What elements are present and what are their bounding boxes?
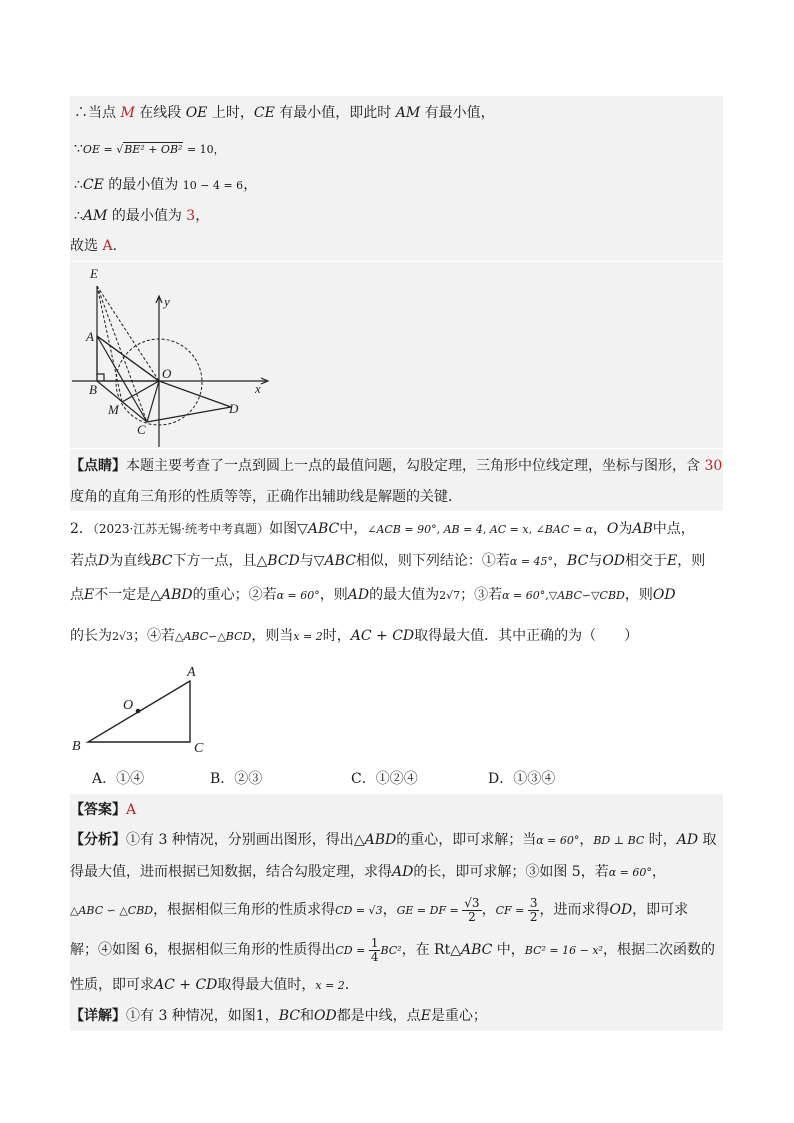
- choice-d[interactable]: D．①③④: [488, 771, 556, 787]
- question-line-4: 的长为2√3；④若△ABC∽△BCD，则当x = 2时，AC + CD取得最大值．其中正确的为（ ）: [70, 628, 639, 644]
- label-y: y: [164, 294, 170, 309]
- comment-line-2: 度角的直角三角形的性质等等，正确作出辅助线是解题的关键．: [70, 489, 462, 505]
- solution-line-4: ∴AM 的最小值为 3，: [74, 208, 210, 224]
- analysis-line-3: △ABC ∽ △CBD，根据相似三角形的性质求得CD = √3，GE = DF = $\frac{√3}{2}$ ，CF = $\frac{3}{2}$ ，进而求得OD，即可求: [70, 895, 689, 924]
- dashed-eo: [97, 286, 159, 381]
- label-c: C: [137, 422, 146, 437]
- question-line-3: 点E不一定是△ABD的重心；②若α = 60°，则AD的最大值为2√7；③若α = 60°,▽ABC∽▽CBD，则OD: [70, 587, 676, 603]
- comment-line-1: 【点睛】本题主要考查了一点到圆上一点的最值问题，勾股定理，三角形中位线定理，坐标与图形，含 30: [70, 458, 723, 474]
- choice-c[interactable]: C．①②④: [351, 771, 418, 787]
- choices: [70, 768, 723, 788]
- analysis-line-1: 【分析】①有 3 种情况，分别画出图形，得出△ABD的重心，即可求解；当α = 60°，BD ⊥ BC 时，AD 取: [70, 832, 717, 848]
- solution-line-5: 故选 A．: [70, 238, 127, 254]
- segment-od: [159, 381, 231, 407]
- fraction-3-over-2: $\frac{3}{2}$: [529, 895, 538, 924]
- analysis-line-5: 性质，即可求AC + CD取得最大值时，x = 2．: [70, 977, 359, 993]
- solution-line-1: ∴当点 M 在线段 OE 上时，CE 有最小值，即此时 AM 有最小值，: [74, 105, 495, 121]
- label-e: E: [90, 266, 98, 281]
- detail-line-1: 【详解】①有 3 种情况，如图1，BC和OD都是中线，点E是重心；: [70, 1008, 487, 1024]
- sqrt-expression: BE² + OB²: [124, 143, 183, 156]
- label-a: A: [187, 665, 196, 680]
- analysis-line-4: 解；④如图 6，根据相似三角形的性质得出CD = $\frac{1}{4}$ BC²，在 Rt△ABC 中，BC² = 16 − x²，根据二次函数的: [70, 935, 715, 964]
- label-b: B: [72, 739, 81, 754]
- analysis-line-2: 得最大值，进而根据已知数据，结合勾股定理，求得AD的长，即可求解；③如图 5，若α = 60°，: [70, 864, 666, 880]
- label-a: A: [86, 329, 94, 344]
- label-c: C: [194, 741, 204, 756]
- figure2-diagram: [64, 660, 214, 760]
- fraction-sqrt3-over-2: $\frac{√3}{2}$: [464, 895, 480, 924]
- midpoint-o: [136, 709, 141, 714]
- label-o: O: [123, 698, 134, 713]
- question-line-1: 2．（2023·江苏无锡·统考中考真题）如图▽ABC中，∠ACB = 90°, AB = 4, AC = x, ∠BAC = α，O为AB中点，: [70, 521, 695, 537]
- question-line-2: 若点D为直线BC下方一点，且△BCD与▽ABC相似，则下列结论：①若α = 45°，BC与OD相交于E，则: [70, 553, 706, 569]
- segment-cd: [147, 407, 231, 422]
- label-b: B: [89, 382, 97, 397]
- answer-line: 【答案】A: [70, 802, 137, 818]
- figure1-diagram: [70, 262, 280, 448]
- label-o: O: [162, 366, 172, 381]
- label-d: D: [229, 401, 239, 416]
- choice-a[interactable]: A．①④: [92, 771, 145, 787]
- solution-line-2: ∵OE = √BE² + OB² = 10，: [74, 141, 225, 157]
- right-angle-mark: [97, 374, 104, 381]
- label-x: x: [255, 381, 261, 396]
- label-m: M: [108, 402, 119, 417]
- fraction-1-over-4: $\frac{1}{4}$: [370, 935, 379, 964]
- choice-b[interactable]: B．②③: [210, 771, 263, 787]
- solution-line-3: ∴CE 的最小值为 10 − 4 = 6，: [74, 177, 258, 193]
- segment-ao: [97, 336, 159, 381]
